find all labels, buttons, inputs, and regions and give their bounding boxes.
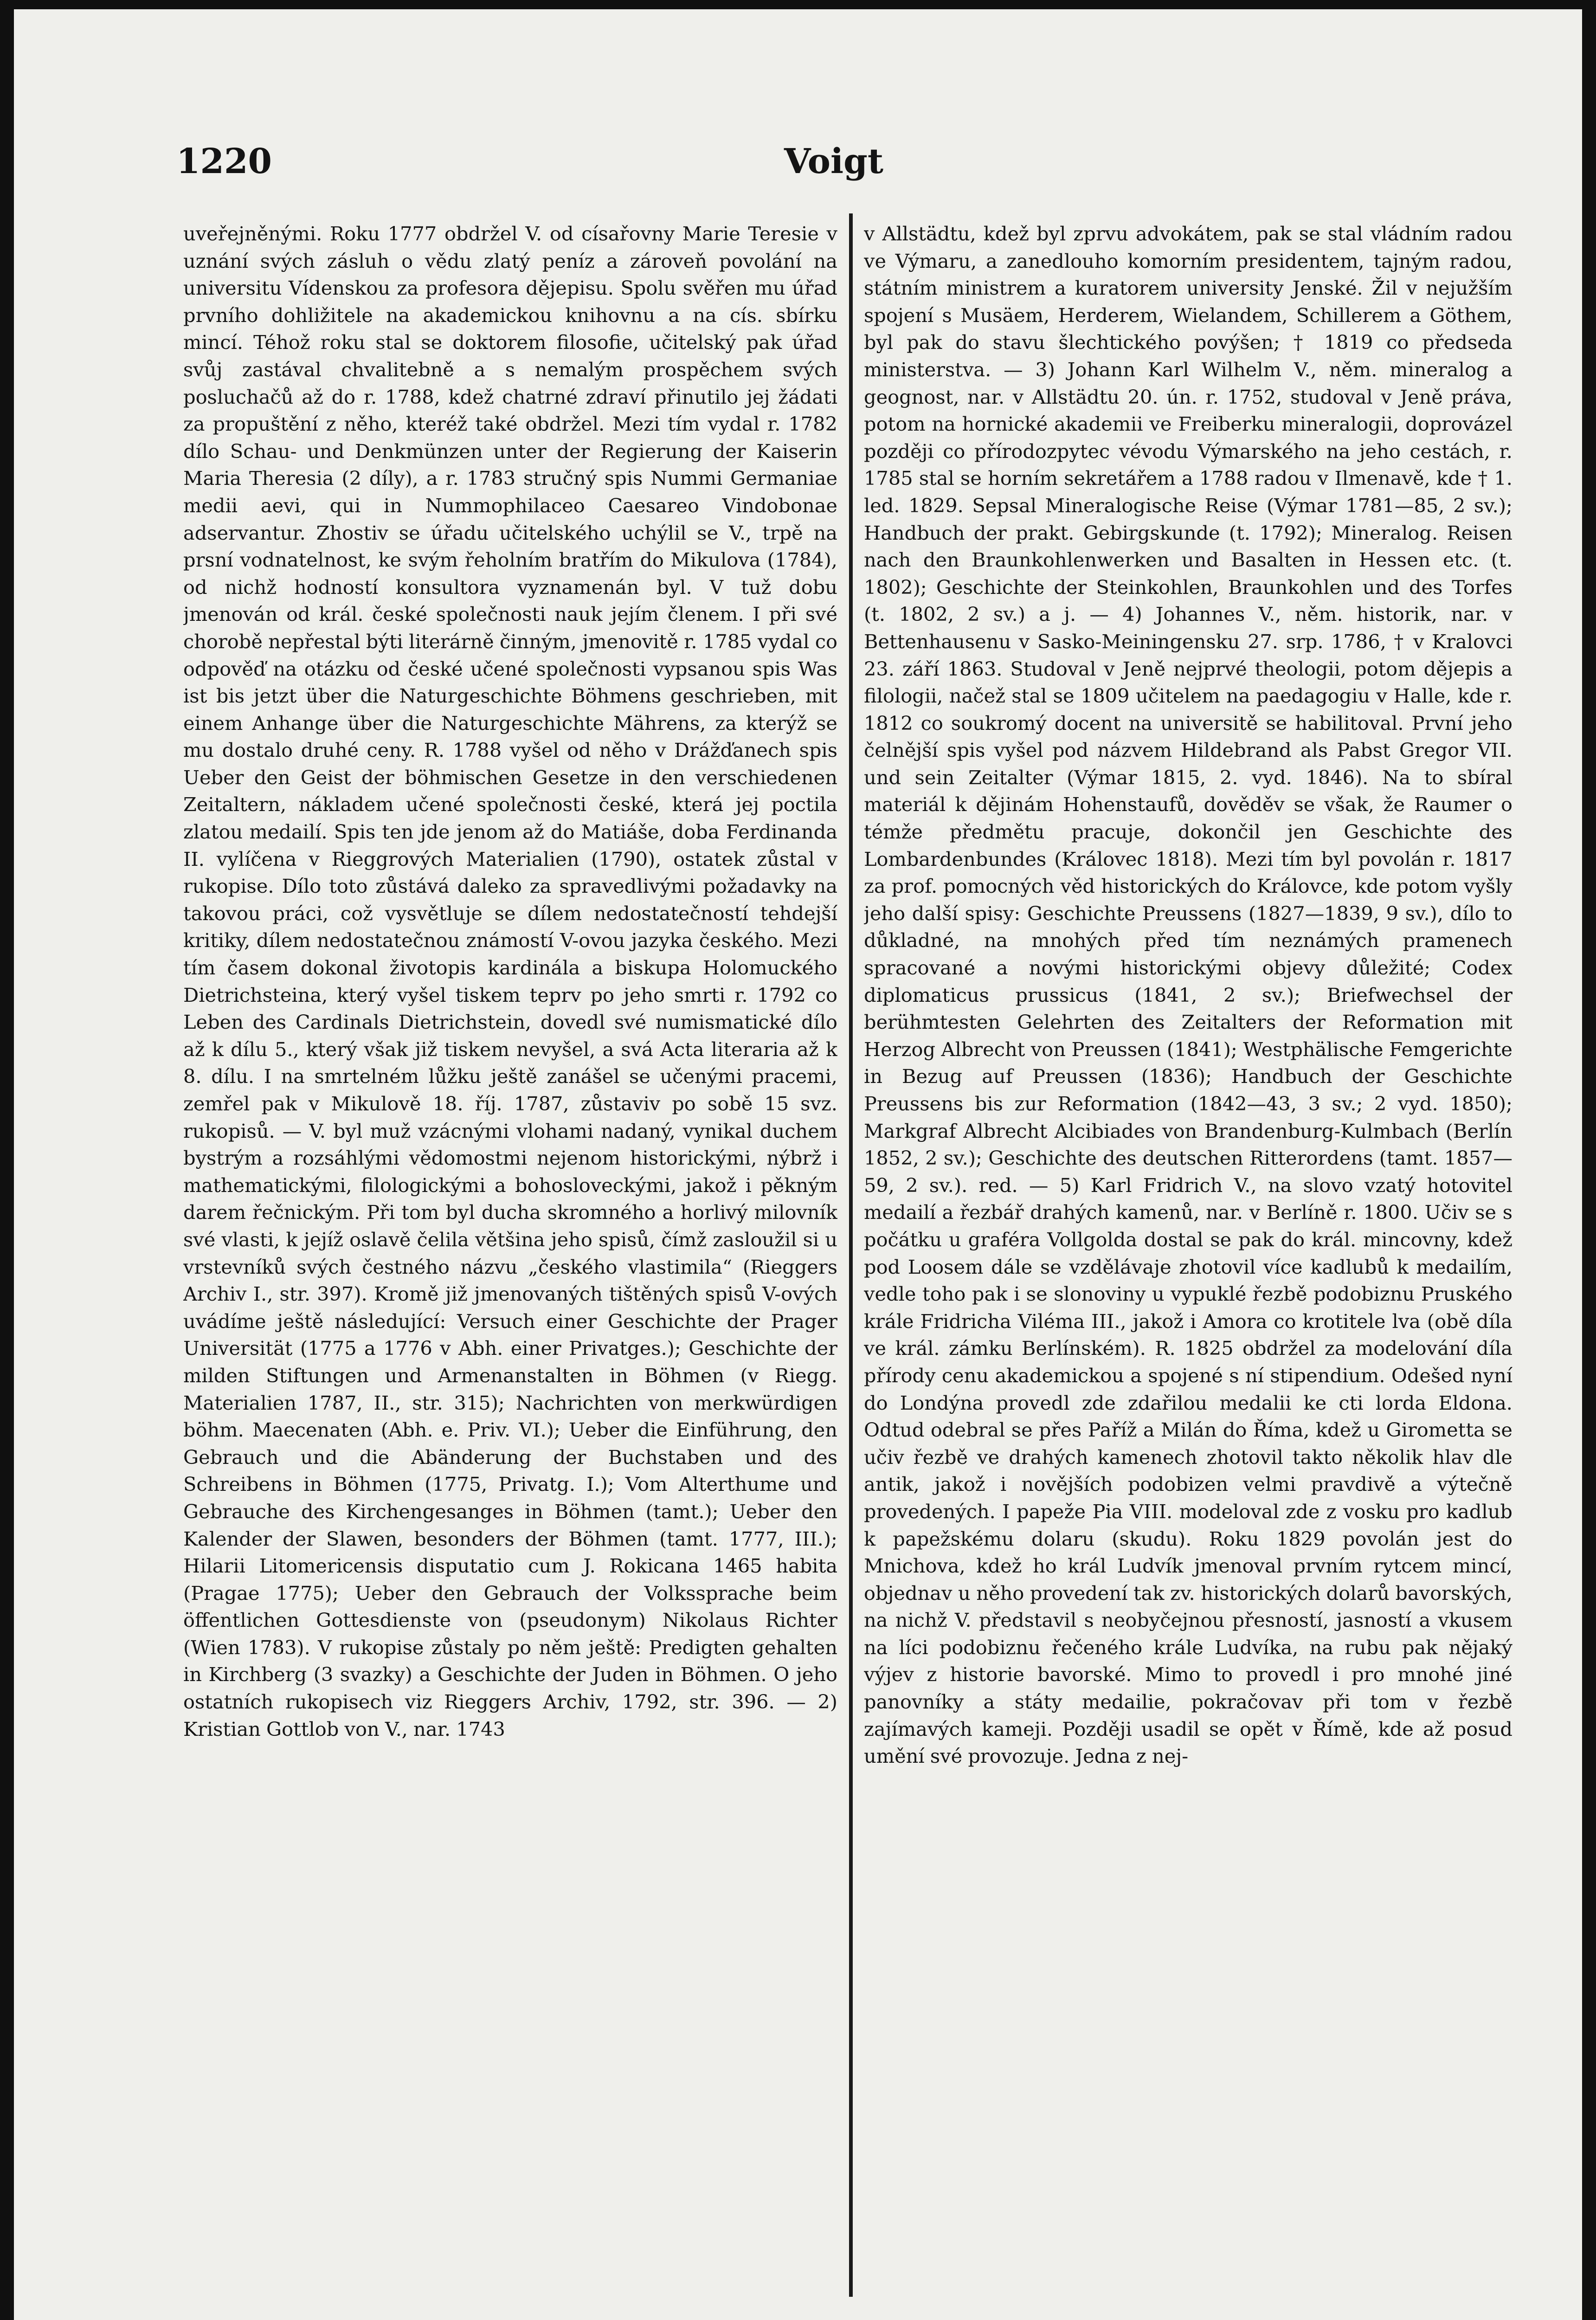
text-column-right <box>864 220 1512 2308</box>
text-column-left <box>183 220 837 2308</box>
left-column-text: uveřejněnými. Roku 1777 obdržel V. od císařovny Marie Teresie v uznání svých zásluh o vědu zlatý peníz a zároveň povolání na universitu Vídenskou za profesora dějepisu. Spolu svěřen mu úřad prvního dohližitele na akademickou knihovnu a na cís. sbírku mincí. Téhož roku stal se doktorem filosofie, učitelský pak úřad svůj zastával chvalitebně a s nemalým prospěchem svých posluchačů až do r. 1788, kdež chatrné zdraví přinutilo jej žádati za propuštění z něho, kteréž také obdržel. Mezi tím vydal r. 1782 dílo Schau- und Denkmünzen unter der Regierung der Kaiserin Maria Theresia (2 díly), a r. 1783 stručný spis Nummi Germaniae medii aevi, qui in Nummophilaceo Caesareo Vindobonae adservantur. Zhostiv se úřadu učitelského uchýlil se V., trpě na prsní vodnatelnost, ke svým řeholním bratřím do Mikulova (1784), od nichž hodností konsultora vyznamenán byl. V tuž dobu jmenován od král. české společnosti nauk jejím členem. I při své chorobě nepřestal býti literárně činným, jmenovitě r. 1785 vydal co odpověď na otázku od české učené společnosti vypsanou spis Was ist bis jetzt über die Naturgeschichte Böhmens geschrieben, mit einem Anhange über die Naturgeschichte Mährens, za kterýž se mu dostalo druhé ceny. R. 1788 vyšel od něho v Drážďanech spis Ueber den Geist der böhmischen Gesetze in den verschiedenen Zeitaltern, nákladem učené společnosti české, která jej poctila zlatou medailí. Spis ten jde jenom až do Matiáše, doba Ferdinanda II. vylíčena v Rieggrových Materialien (1790), ostatek zůstal v rukopise. Dílo toto zůstává daleko za spravedlivými požadavky na takovou práci, což vysvětluje se dílem nedostatečností tehdejší kritiky, dílem nedostatečnou známostí V-ovou jazyka českého. Mezi tím časem dokonal životopis kardinála a biskupa Holomuckého Dietrichsteina, který vyšel tiskem teprv po jeho smrti r. 1792 co Leben des Cardinals Dietrichstein, dovedl své numismatické dílo až k dílu 5., který však již tiskem nevyšel, a svá Acta literaria až k 8. dílu. I na smrtelném lůžku ještě zanášel se učenými pracemi, zemřel pak v Mikulově 18. říj. 1787, zůstaviv po sobě 15 svz. rukopisů. — V. byl muž vzácnými vlohami nadaný, vynikal duchem bystrým a rozsáhlými vědomostmi nejenom historickými, nýbrž i mathematickými, filologickými a bohosloveckými, jakož i pěkným darem řečnickým. Při tom byl ducha skromného a horlivý milovník své vlasti, k jejíž oslavě čelila většina jeho spisů, čímž zasloužil si u vrstevníků svých čestného názvu „českého vlastimila“ (Rieggers Archiv I., str. 397). Kromě již jmenovaných tištěných spisů V-ových uvádíme ještě následující: Versuch einer Geschichte der Prager Universität (1775 a 1776 v Abh. einer Privatges.); Geschichte der milden Stiftungen und Armenanstalten in Böhmen (v Riegg. Materialien 1787, II., str. 315); Nachrichten von merkwürdigen böhm. Maecenaten (Abh. e. Priv. VI.); Ueber die Einführung, den Gebrauch und die Abänderung der Buchstaben und des Schreibens in Böhmen (1775, Privatg. I.); Vom Alterthume und Gebrauche des Kirchengesanges in Böhmen (tamt.); Ueber den Kalender der Slawen, besonders der Böhmen (tamt. 1777, III.); Hilarii Litomericensis disputatio cum J. Rokicana 1465 habita (Pragae 1775); Ueber den Gebrauch der Volkssprache beim öffentlichen Gottesdienste von (pseudonym) Nikolaus Richter (Wien 1783). V rukopise zůstaly po něm ještě: Predigten gehalten in Kirchberg (3 svazky) a Geschichte der Juden in Böhmen. O jeho ostatních rukopisech viz Rieggers Archiv, 1792, str. 396. — 2) Kristian Gottlob von V., nar. 1743 <box>183 222 837 1740</box>
page-number: 1220 <box>176 142 272 181</box>
page-header <box>14 142 1582 193</box>
column-divider <box>849 213 853 2297</box>
book-page <box>14 9 1582 2320</box>
right-column-text: v Allstädtu, kdež byl zprvu advokátem, pak se stal vládním radou ve Výmaru, a zanedlouho komorním presidentem, tajným radou, státním ministrem a kuratorem university Jenské. Žil v nejužším spojení s Musäem, Herderem, Wielandem, Schillerem a Göthem, byl pak do stavu šlechtického povýšen; † 1819 co předseda ministerstva. — 3) Johann Karl Wilhelm V., něm. mineralog a geognost, nar. v Allstädtu 20. ún. r. 1752, studoval v Jeně práva, potom na hornické akademii ve Freiberku mineralogii, doprovázel později co přírodozpytec vévodu Výmarského na jeho cestách, r. 1785 stal se horním sekretářem a 1788 radou v Ilmenavě, kde † 1. led. 1829. Sepsal Mineralogische Reise (Výmar 1781—85, 2 sv.); Handbuch der prakt. Gebirgskunde (t. 1792); Mineralog. Reisen nach den Braunkohlenwerken und Basalten in Hessen etc. (t. 1802); Geschichte der Steinkohlen, Braunkohlen und des Torfes (t. 1802, 2 sv.) a j. — 4) Johannes V., něm. historik, nar. v Bettenhausenu v Sasko-Meiningensku 27. srp. 1786, † v Kralovci 23. září 1863. Studoval v Jeně nejprvé theologii, potom dějepis a filologii, načež stal se 1809 učitelem na paedagogiu v Halle, kde r. 1812 co soukromý docent na universitě se habilitoval. První jeho čelnější spis vyšel pod názvem Hildebrand als Pabst Gregor VII. und sein Zeitalter (Výmar 1815, 2. vyd. 1846). Na to sbíral materiál k dějinám Hohenstaufů, dověděv se však, že Raumer o témže předmětu pracuje, dokončil jen Geschichte des Lombardenbundes (Královec 1818). Mezi tím byl povolán r. 1817 za prof. pomocných věd historických do Královce, kde potom vyšly jeho další spisy: Geschichte Preussens (1827—1839, 9 sv.), dílo to důkladné, na mnohých před tím neznámých pramenech spracované a novými historickými objevy důležité; Codex diplomaticus prussicus (1841, 2 sv.); Briefwechsel der berühmtesten Gelehrten des Zeitalters der Reformation mit Herzog Albrecht von Preussen (1841); Westphälische Femgerichte in Bezug auf Preussen (1836); Handbuch der Geschichte Preussens bis zur Reformation (1842—43, 3 sv.; 2 vyd. 1850); Markgraf Albrecht Alcibiades von Brandenburg-Kulmbach (Berlín 1852, 2 sv.); Geschichte des deutschen Ritterordens (tamt. 1857—59, 2 sv.). red. — 5) Karl Fridrich V., na slovo vzatý hotovitel medailí a řezbář drahých kamenů, nar. v Berlíně r. 1800. Učiv se s počátku u graféra Vollgolda dostal se pak do král. mincovny, kdež pod Loosem dále se vzdělávaje zhotovil více kadlubů k medailím, vedle toho pak i se slonoviny u vypuklé řezbě podobiznu Pruského krále Fridricha Viléma III., jakož i Amora co krotitele lva (obě díla ve král. zámku Berlínském). R. 1825 obdržel za modelování díla přírody cenu akademickou a spojené s ní stipendium. Odešed nyní do Londýna provedl zde zdařilou medalii ke cti lorda Eldona. Odtud odebral se přes Paříž a Milán do Říma, kdež u Girometta se učiv řezbě ve drahých kamenech zhotovil takto několik hlav dle antik, jakož i novějších podobizen velmi pravdivě a výtečně provedených. I papeže Pia VIII. modeloval zde z vosku pro kadlub k papežskému dolaru (skudu). Roku 1829 povolán jest do Mnichova, kdež ho král Ludvík jmenoval prvním rytcem mincí, objednav u něho provedení tak zv. historických dolarů bavorských, na nichž V. představil s neobyčejnou přesností, jasností a vkusem na líci podobiznu řečeného krále Ludvíka, na rubu pak nějaký výjev z historie bavorské. Mimo to provedl i pro mnohé jiné panovníky a státy medailie, pokračovav při tom v řezbě zajímavých kameji. Později usadil se opět v Římě, kde až posud umění své provozuje. Jedna z nej- <box>864 222 1512 1768</box>
running-head: Voigt <box>784 142 884 181</box>
